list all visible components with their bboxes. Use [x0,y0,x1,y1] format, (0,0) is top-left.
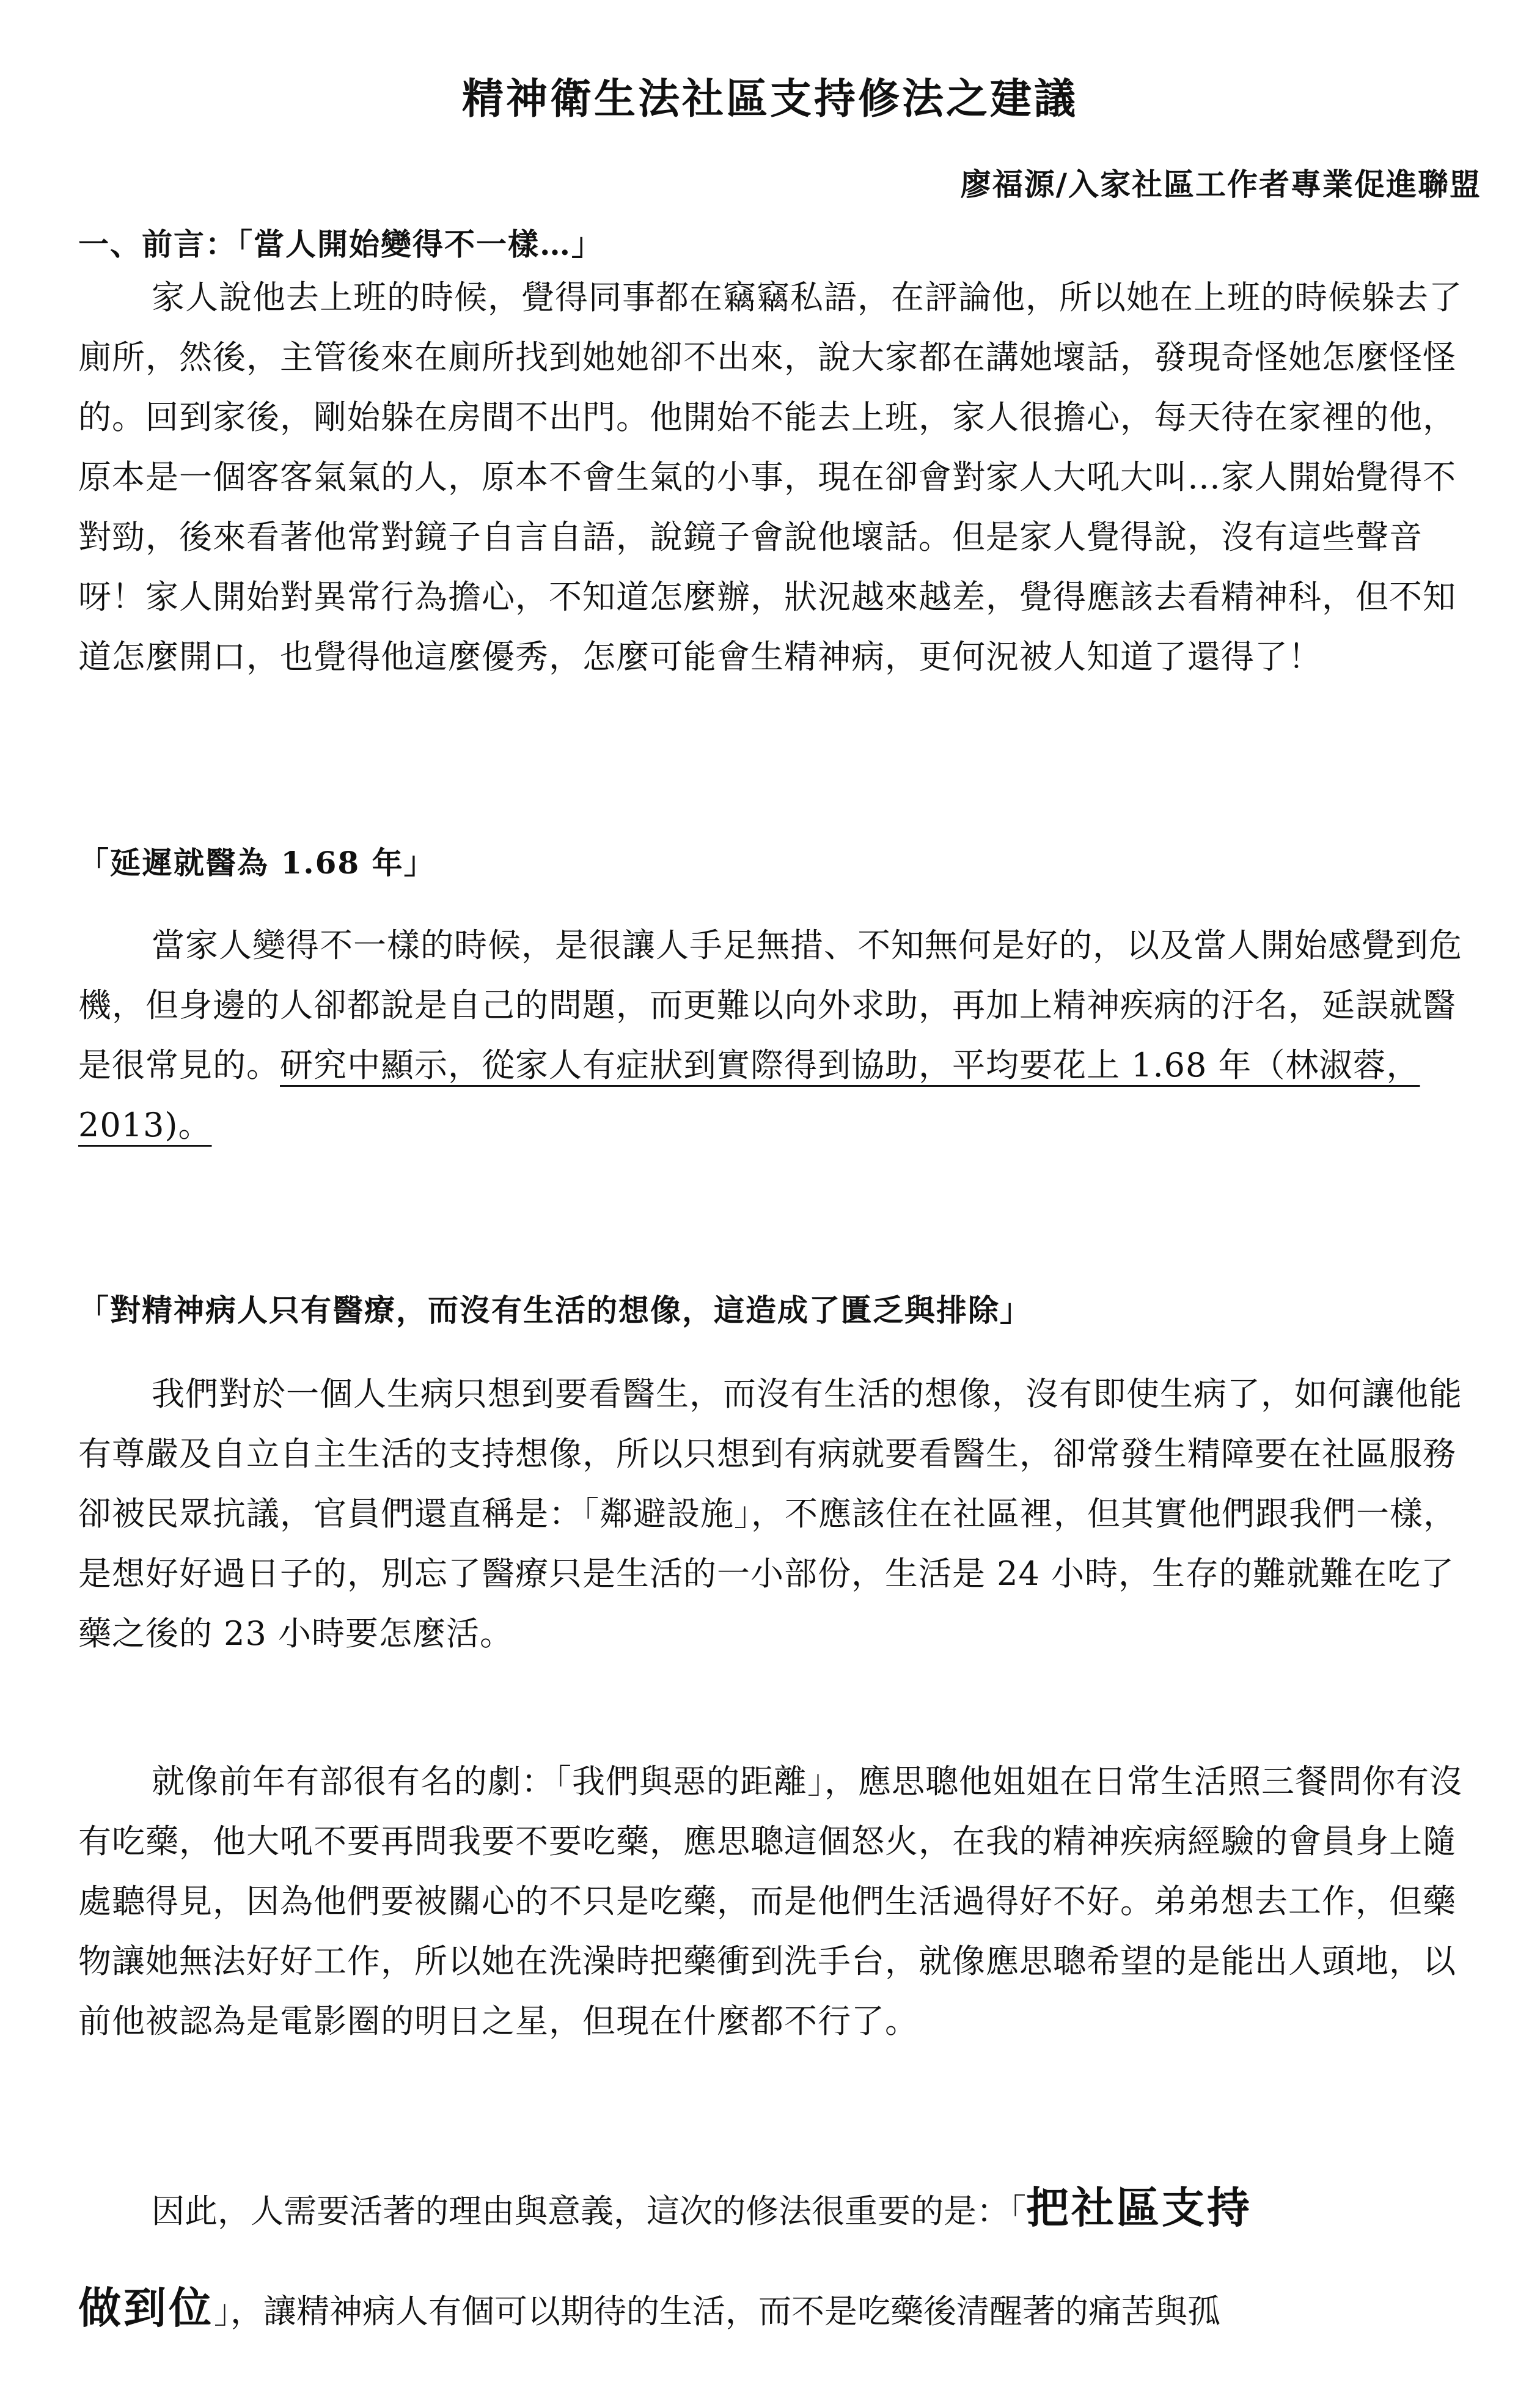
closing-emphasis-b: 做到位 [78,2282,214,2333]
author-line: 廖福源/入家社區工作者專業促進聯盟 [960,166,1481,202]
page-title: 精神衛生法社區支持修法之建議 [461,75,1078,123]
paragraph-delay [78,916,1472,1155]
paragraph-medical-2: 就像前年有部很有名的劇：「我們與惡的距離」，應思聰他姐姐在日常生活照三餐問你有沒有吃藥，他大吼不要再問我要不要吃藥，應思聰這個怒火，在我的精神疾病經驗的會員身上隨處聽得見，因為他們要被關心的不只是吃藥，而是他們生活過得好不好。弟弟想去工作，但藥物讓她無法好好工作，所以她在洗澡時把藥衝到洗手台，就像應思聰希望的是能出人頭地，以前他被認為是電影圈的明日之星，但現在什麼都不行了。 [78,1762,1463,2040]
underlined-research-note: 研究中顯示，從家人有症狀到實際得到協助，平均要花上 1.68 年（林淑蓉，2013)。 [78,1046,1420,1144]
paragraph-intro: 家人說他去上班的時候，覺得同事都在竊竊私語，在評論他，所以她在上班的時候躲去了廁所，然後，主管後來在廁所找到她她卻不出來，說大家都在講她壞話，發現奇怪她怎麼怪怪的。回到家後，剛始躲在房間不出門。他開始不能去上班，家人很擔心，每天待在家裡的他，原本是一個客客氣氣的人，原本不會生氣的小事，現在卻會對家人大吼大叫…家人開始覺得不對勁，後來看著他常對鏡子自言自語，說鏡子會說他壞話。但是家人覺得說，沒有這些聲音呀！家人開始對異常行為擔心，不知道怎麼辦，狀況越來越差，覺得應該去看精神科，但不知道怎麼開口，也覺得他這麼優秀，怎麼可能會生精神病，更何況被人知道了還得了！ [78,278,1462,676]
paragraph-medical-1: 我們對於一個人生病只想到要看醫生，而沒有生活的想像，沒有即使生病了，如何讓他能有尊嚴及自立自主生活的支持想像，所以只想到有病就要看醫生，卻常發生精障要在社區服務卻被民眾抗議，官員們還直稱是：「鄰避設施」，不應該住在社區裡，但其實他們跟我們一樣，是想好好過日子的，別忘了醫療只是生活的一小部份，生活是 24 小時，生存的難就難在吃了藥之後的 23 小時要怎麼活。 [78,1375,1462,1653]
closing-intro: 因此，人需要活著的理由與意義，這次的修法很重要的是：「 [152,2192,1026,2230]
section-heading-intro: 一、前言：「當人開始變得不一樣…」 [78,226,603,262]
closing-line-1 [78,2174,1472,2235]
closing-line-2 [78,2274,1472,2336]
closing-rest: 」，讓精神病人有個可以期待的生活，而不是吃藥後清醒著的痛苦與孤 [214,2292,1220,2331]
section-heading-delay: 「延遲就醫為 1.68 年」 [78,845,436,881]
closing-emphasis-a: 把社區支持 [1026,2182,1252,2233]
paragraph-delay-text: 當家人變得不一樣的時候，是很讓人手足無措、不知無何是好的，以及當人開始感覺到危機，但身邊的人卻都說是自己的問題，而更難以向外求助，再加上精神疾病的汙名，延誤就醫是很常見的。 [78,926,1462,1084]
section-heading-medical: 「對精神病人只有醫療，而沒有生活的想像，這造成了匱乏與排除」 [78,1292,1032,1328]
